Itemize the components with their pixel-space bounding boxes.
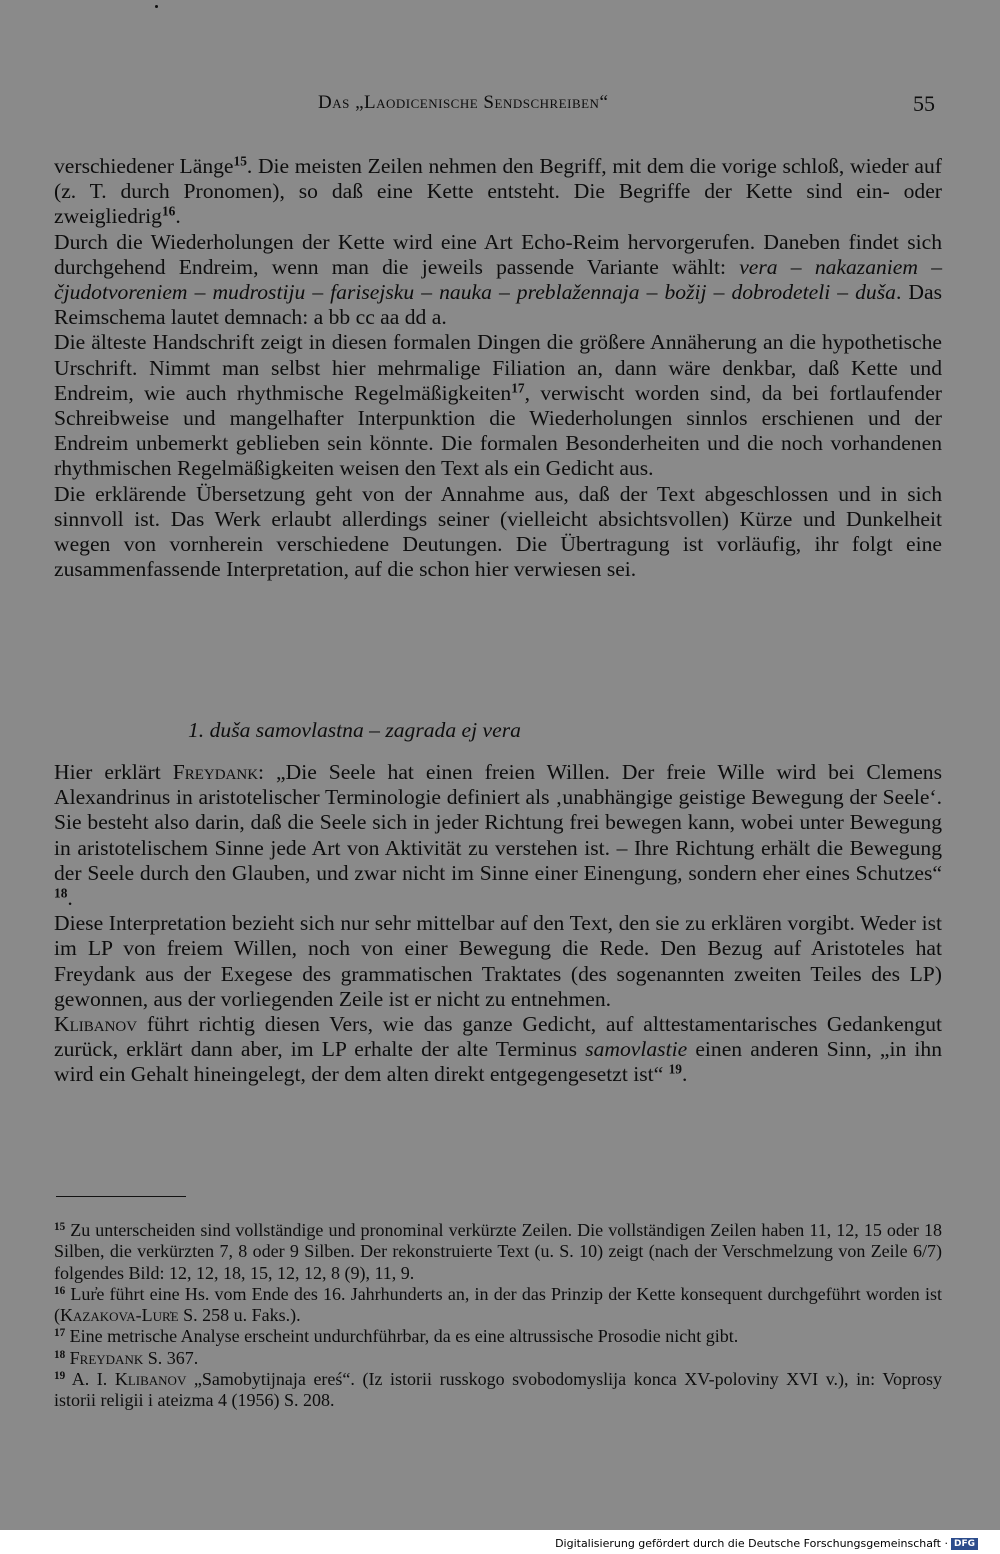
footnote-ref: 15 [233,153,247,169]
paragraph: Die älteste Handschrift zeigt in diesen formalen Dingen die größere Annäherung an die hypothetische Urschrift. Nimmt man selbst hier mehrmalige Filiation an, dann wäre denkbar, daß Kette und Endreim, wie auch rhythmische Regelmäßigkeiten$^{17}$, verwischt worden sind, da bei fortlaufender Schreibweise und mangelhafter Interpunktion die Wiederholungen sinnlos erschienen und der Endreim unbemerkt geblieben sein könnte. Die formalen Besonderheiten und die noch vorhandenen rhythmischen Regelmäßigkeiten weisen den Text als ein Gedicht aus. [54,330,942,481]
footnote-ref: 18 [54,1348,66,1361]
credit-text: Digitalisierung gefördert durch die Deutsche Forschungsgemeinschaft · [555,1537,948,1550]
italic-text: samovlastie [585,1037,688,1062]
dfg-logo: DFG [951,1538,978,1550]
footnote-ref: 19 [54,1369,66,1382]
author-name: Freydank [172,760,259,784]
author-name: Klibanov [54,1012,138,1037]
paragraph: Klibanov führt richtig diesen Vers, wie das ganze Gedicht, auf alttestamentarisches Gedankengut zurück, erklärt dann aber, im LP erhalte der alte Terminus samovlastie einen anderen Sinn, „in ihn wird ein Gehalt hineingelegt, der dem alten direkt entgegengesetzt ist“ $^{19}$. [54,1012,942,1087]
author-name: Klibanov [114,1369,187,1390]
footnote-ref: 18 [54,885,68,901]
footnote-ref: 19 [668,1062,682,1078]
footnote: $^{17}$ Eine metrische Analyse erscheint undurchführbar, da es eine altrussische Prosodie nicht gibt. [54,1326,739,1347]
paragraph: Diese Interpretation bezieht sich nur sehr mittelbar auf den Text, den sie zu erklären vorgibt. Weder ist im LP von freiem Willen, noch von einer Bewegung die Rede. Den Bezug auf Aristoteles hat Freydank aus der Exegese des grammatischen Traktates (des sogenannten zweiten Teiles des LP) gewonnen, aus der vorliegenden Zeile ist er nicht zu entnehmen. [54,911,942,1011]
footnote: $^{18}$ Freydank S. 367. [54,1347,199,1368]
section-heading: 1. duša samovlastna – zagrada ej vera [188,718,521,742]
scan-speck [155,5,158,8]
footnote-ref: 17 [54,1327,66,1340]
author-name: Freydank [69,1347,144,1368]
body-text [54,154,942,582]
paragraph: Durch die Wiederholungen der Kette wird eine Art Echo-Reim hervorgerufen. Daneben findet sich durchgehend Endreim, wenn man die jeweils passende Variante wählt: vera – nakazaniem – čjudotvoreniem – mudrostiju – farisejsku – nauka – preblažennaja – božij – dobrodeteli – duša. Das Reimschema lautet demnach: a bb cc aa dd a. [54,229,942,330]
page-number: 55 [913,91,935,116]
footnote-ref: 16 [161,204,176,220]
digitization-credit [555,1537,978,1550]
running-head: Das „Laodicenische Sendschreiben“ [318,92,609,113]
italic-text: vera – nakazaniem – čjudotvoreniem – mudrostiju – farisejsku – nauka – preblažennaja – božij – dobrodeteli – duša [54,254,942,305]
footnote: $^{19}$ A. I. Klibanov „Samobytijnaja ereś“. (Iz istorii russkogo svobodomyslija konca XV-poloviny XVI v.), in: Voprosy istorii religii i ateizma 4 (1956) S. 208. [54,1369,943,1411]
footnote-divider [56,1196,186,1197]
paragraph: verschiedener Länge$^{15}$. Die meisten Zeilen nehmen den Begriff, mit dem die vorige schloß, wieder auf (z. T. durch Pronomen), so daß eine Kette entsteht. Die Begriffe der Kette sind ein- oder zweigliedrig$^{16}$. [54,153,942,229]
paragraph: Die erklärende Übersetzung geht von der Annahme aus, daß der Text abgeschlossen und in sich sinnvoll ist. Das Werk erlaubt allerdings seiner (vielleicht absichtsvollen) Kürze und Dunkelheit wegen von vornherein verschiedene Deutungen. Die Übertragung ist vorläufig, ihr folgt eine zusammenfassende Interpretation, auf die schon hier verwiesen sei. [54,481,942,582]
footnote: $^{16}$ Lur̓e führt eine Hs. vom Ende des 16. Jahrhunderts an, in der das Prinzip der Kette konsequent durchgeführt worden ist (Kazakova-Lur̓e S. 258 u. Faks.). [54,1283,942,1326]
footnote-ref: 15 [54,1220,66,1233]
footnote-ref: 17 [511,380,525,396]
footnotes [54,1220,942,1412]
paragraph: Hier erklärt Freydank: „Die Seele hat einen freien Willen. Der freie Wille wird bei Clemens Alexandrinus in aristotelischer Terminologie definiert als ‚unabhängige geistige Bewegung der Seele‘. Sie besteht also darin, daß die Seele sich in jeder Richtung frei bewegen kann, wobei unter Bewegung in aristotelischem Sinne jede Art von Aktivität zu verstehen ist. – Ihre Richtung erhält die Bewegung der Seele durch den Glauben, und zwar nicht im Sinne einer Einengung, sondern eher eines Schutzes“ $^{18}$. [54,760,943,911]
author-name: Kazakova-Lur̓e [60,1305,179,1326]
footnote: $^{15}$ Zu unterscheiden sind vollständige und pronominal verkürzte Zeilen. Die vollständigen Zeilen haben 11, 12, 15 oder 18 Silben, die verkürzten 7, 8 oder 9 Silben. Der rekonstruierte Text (u. S. 10) zeigt (nach der Verschmelzung von Zeile 6/7) folgendes Bild: 12, 12, 18, 15, 12, 12, 8 (9), 11, 9. [54,1220,942,1283]
footnote-ref: 16 [54,1284,66,1297]
section-body-text [54,760,942,1088]
